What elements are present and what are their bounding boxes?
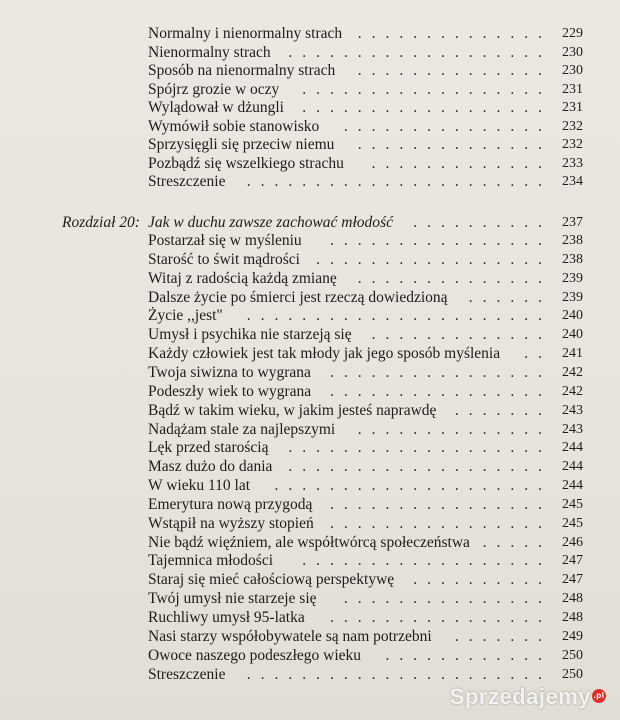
chapter-label: Rozdział 20: <box>62 213 140 231</box>
leader-dots: ..... <box>482 533 552 551</box>
page-number: 237 <box>562 214 583 230</box>
entry-title: Wstąpił na wyższy stopień <box>148 514 314 532</box>
leader-dots: .................... <box>274 477 552 495</box>
leader-dots: ...................... <box>246 665 552 683</box>
toc-entry <box>0 589 620 609</box>
watermark-dot-icon: .pl <box>592 689 606 703</box>
page-number: 244 <box>562 440 583 456</box>
toc-entry <box>0 98 620 118</box>
page-number: 238 <box>562 233 583 248</box>
toc-entry <box>0 420 620 440</box>
toc-entry <box>0 608 620 628</box>
entry-title: Staraj się mieć całościową perspektywę <box>148 571 395 589</box>
leader-dots: ................ <box>330 382 552 400</box>
leader-dots: ............... <box>343 117 552 135</box>
page-number: 249 <box>562 628 583 644</box>
leader-dots: ...................... <box>246 307 552 325</box>
toc-entry <box>0 495 620 515</box>
entry-title: Bądź w takim wieku, w jakim jesteś naprawdę <box>148 401 437 419</box>
leader-dots: ....... <box>454 401 552 419</box>
entry-title: Nasi starzy współobywatele są nam potrzebni <box>148 627 432 645</box>
watermark-text: Sprzedajemy <box>449 684 591 709</box>
entry-title: Każdy człowiek jest tak młody jak jego sposób myślenia <box>148 345 501 363</box>
leader-dots: .............. <box>357 62 552 79</box>
leader-dots: .. <box>524 345 552 363</box>
page-number: 240 <box>562 308 583 324</box>
toc-entry <box>0 551 620 571</box>
entry-title: Życie ,,jest" <box>148 307 223 325</box>
entry-title: Nienormalny strach <box>148 43 271 61</box>
leader-dots: .............. <box>357 136 552 153</box>
entry-title: W wieku 110 lat <box>148 477 251 495</box>
leader-dots: ................ <box>330 495 552 513</box>
page-number: 244 <box>562 478 583 494</box>
toc-entry <box>0 288 620 308</box>
toc-entry <box>0 117 620 137</box>
entry-title: Tajemnica młodości <box>148 552 274 570</box>
page-number: 242 <box>562 383 583 399</box>
leader-dots: .......... <box>413 213 552 231</box>
page-number: 231 <box>562 81 583 97</box>
entry-title: Umysł i psychika nie starzeją się <box>148 326 352 344</box>
entry-title: Nadążam stale za najlepszymi <box>148 420 336 438</box>
toc-entry <box>0 80 620 100</box>
leader-dots: ............. <box>371 326 552 344</box>
leader-dots: ................... <box>288 458 552 476</box>
page-number: 231 <box>562 100 583 115</box>
toc-entry <box>0 172 620 192</box>
entry-title: Podeszły wiek to wygrana <box>148 382 312 400</box>
chapter-heading-row <box>0 213 620 233</box>
toc-entry <box>0 61 620 81</box>
leader-dots: ...... <box>468 288 552 306</box>
toc-entry <box>0 627 620 647</box>
entry-title: Masz dużo do dania <box>148 458 273 476</box>
leader-dots: ................ <box>330 609 552 626</box>
leader-dots: .............. <box>357 25 552 42</box>
entry-title: Spójrz grozie w oczy <box>148 80 280 98</box>
page-number: 244 <box>562 459 583 475</box>
leader-dots: ................... <box>288 439 552 457</box>
toc-entry <box>0 231 620 251</box>
entry-title: Twoja siwizna to wygrana <box>148 363 311 381</box>
toc-entry <box>0 325 620 345</box>
entry-title: Streszczenie <box>148 173 226 190</box>
page-number: 248 <box>562 591 583 607</box>
page-number: 232 <box>562 118 583 134</box>
leader-dots: .............. <box>357 420 552 438</box>
page-number: 243 <box>562 402 583 418</box>
entry-title: Wylądował w dżungli <box>148 99 284 116</box>
leader-dots: ................ <box>330 232 552 249</box>
leader-dots: .................. <box>302 99 552 116</box>
page-number: 239 <box>562 289 583 305</box>
page-number: 246 <box>562 534 583 550</box>
toc-entry <box>0 438 620 458</box>
toc-entry <box>0 250 620 270</box>
entry-title: Postarzał się w myśleniu <box>148 232 302 249</box>
toc-entry <box>0 306 620 326</box>
leader-dots: ....... <box>454 627 552 645</box>
entry-title: Wymówił sobie stanowisko <box>148 117 320 135</box>
page-number: 240 <box>562 327 583 343</box>
toc-entry <box>0 269 620 289</box>
page-number: 238 <box>562 251 583 267</box>
toc-entry <box>0 344 620 364</box>
leader-dots: .............. <box>357 269 552 287</box>
entry-title: Nie bądź więźniem, ale współtwórcą społeczeństwa <box>148 533 470 551</box>
entry-title: Witaj z radością każdą zmianę <box>148 269 337 287</box>
toc-entry <box>0 135 620 155</box>
toc-entry <box>0 476 620 496</box>
watermark-logo <box>450 684 606 710</box>
page-number: 230 <box>562 63 583 78</box>
entry-title: Pozbądź się wszelkiego strachu <box>148 154 344 172</box>
entry-title: Ruchliwy umysł 95-latka <box>148 609 305 626</box>
page-number: 242 <box>562 364 583 380</box>
page-number: 230 <box>562 44 583 60</box>
page-number: 239 <box>562 270 583 286</box>
leader-dots: ................... <box>288 43 552 61</box>
entry-title: Normalny i nienormalny strach <box>148 25 343 42</box>
toc-entry <box>0 154 620 174</box>
entry-title: Starość to świt mądrości <box>148 250 300 268</box>
page-number: 229 <box>562 26 583 41</box>
page-number: 247 <box>562 553 583 569</box>
toc-entry <box>0 382 620 402</box>
leader-dots: ............ <box>385 646 552 664</box>
page-number: 250 <box>562 647 583 663</box>
leader-dots: ............. <box>371 154 552 172</box>
page-number: 241 <box>562 346 583 362</box>
entry-title: Emerytura nową przygodą <box>148 495 313 513</box>
page-number: 247 <box>562 572 583 588</box>
page-number: 248 <box>562 610 583 625</box>
leader-dots: ................. <box>316 250 552 268</box>
page-number: 233 <box>562 155 583 171</box>
page-number: 245 <box>562 496 583 512</box>
toc-entry <box>0 43 620 63</box>
entry-title: Owoce naszego podeszłego wieku <box>148 646 362 664</box>
page-number: 243 <box>562 421 583 437</box>
page-number: 232 <box>562 137 583 152</box>
leader-dots: .......... <box>413 571 552 589</box>
entry-title: Sprzysięgli się przeciw niemu <box>148 136 335 153</box>
leader-dots: ................ <box>330 363 552 381</box>
page-number: 234 <box>562 174 583 189</box>
toc-entry <box>0 665 620 685</box>
entry-title: Streszczenie <box>148 665 226 683</box>
entry-title: Twój umysł nie starzeje się <box>148 590 317 608</box>
toc-entry <box>0 514 620 534</box>
toc-entry <box>0 570 620 590</box>
page-number: 250 <box>562 666 583 682</box>
leader-dots: ...................... <box>246 173 552 190</box>
toc-entry <box>0 363 620 383</box>
page-number: 245 <box>562 515 583 531</box>
toc-entry <box>0 457 620 477</box>
entry-title: Lęk przed starością <box>148 439 269 457</box>
leader-dots: .................. <box>302 80 552 98</box>
entry-title: Sposób na nienormalny strach <box>148 62 336 79</box>
entry-title: Dalsze życie po śmierci jest rzeczą dowiedzioną <box>148 288 448 306</box>
leader-dots: ................ <box>330 514 552 532</box>
toc-entry <box>0 24 620 44</box>
toc-entry <box>0 533 620 553</box>
leader-dots: ............... <box>343 590 552 608</box>
leader-dots: .................. <box>302 552 552 570</box>
toc-entry <box>0 401 620 421</box>
toc-entry <box>0 646 620 666</box>
chapter-title: Jak w duchu zawsze zachować młodość <box>148 213 393 231</box>
